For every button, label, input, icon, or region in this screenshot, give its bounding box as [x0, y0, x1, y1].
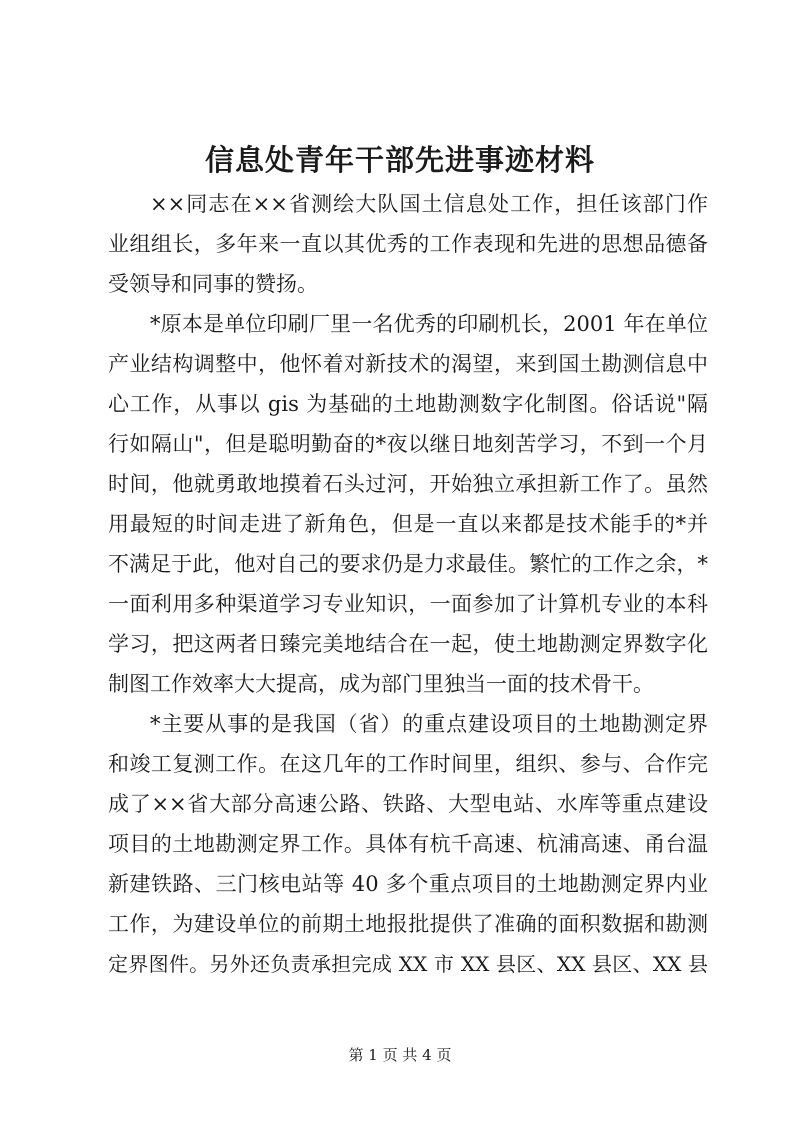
paragraph-3-line-2: 和竣工复测工作。在这几年的工作时间里，组织、参与、合作完 — [108, 752, 708, 776]
paragraph-2-line-9: 学习，把这两者日臻完美地结合在一起，使土地勘测定界数字化 — [108, 632, 708, 656]
page-number-footer: 第 1 页 共 4 页 — [348, 1046, 452, 1064]
paragraph-2-line-1: *原本是单位印刷厂里一名优秀的印刷机长，2001 年在单位 — [150, 312, 708, 336]
paragraph-2-line-7: 不满足于此，他对自己的要求仍是力求最佳。繁忙的工作之余，* — [108, 552, 708, 576]
paragraph-3-line-3: 成了××省大部分高速公路、铁路、大型电站、水库等重点建设 — [108, 792, 708, 816]
paragraph-2-line-3: 心工作，从事以 gis 为基础的土地勘测数字化制图。俗话说"隔 — [108, 392, 708, 416]
paragraph-1-line-2: 业组组长，多年来一直以其优秀的工作表现和先进的思想品德备 — [108, 232, 708, 256]
paragraph-2-line-2: 产业结构调整中，他怀着对新技术的渴望，来到国土勘测信息中 — [108, 352, 708, 376]
paragraph-3-line-1: *主要从事的是我国（省）的重点建设项目的土地勘测定界 — [150, 712, 708, 736]
paragraph-3-line-5: 新建铁路、三门核电站等 40 多个重点项目的土地勘测定界内业 — [108, 872, 708, 896]
paragraph-1-line-3: 受领导和同事的赞扬。 — [108, 272, 318, 296]
paragraph-2-line-5: 时间，他就勇敢地摸着石头过河，开始独立承担新工作了。虽然 — [108, 472, 708, 496]
paragraph-3-line-7: 定界图件。另外还负责承担完成 XX 市 XX 县区、XX 县区、XX 县 — [108, 952, 708, 976]
paragraph-2-line-4: 行如隔山"，但是聪明勤奋的*夜以继日地刻苦学习，不到一个月 — [108, 432, 708, 456]
paragraph-1-line-1: ××同志在××省测绘大队国土信息处工作，担任该部门作 — [150, 192, 708, 216]
paragraph-2-line-10: 制图工作效率大大提高，成为部门里独当一面的技术骨干。 — [108, 672, 654, 696]
paragraph-2-line-8: 一面利用多种渠道学习专业知识，一面参加了计算机专业的本科 — [108, 592, 708, 616]
paragraph-3-line-6: 工作，为建设单位的前期土地报批提供了准确的面积数据和勘测 — [108, 912, 708, 936]
document-body — [108, 184, 708, 984]
document-title: 信息处青年干部先进事迹材料 — [204, 143, 595, 177]
paragraph-2-line-6: 用最短的时间走进了新角色，但是一直以来都是技术能手的*并 — [108, 512, 708, 536]
paragraph-3-line-4: 项目的土地勘测定界工作。具体有杭千高速、杭浦高速、甬台温 — [108, 832, 708, 856]
